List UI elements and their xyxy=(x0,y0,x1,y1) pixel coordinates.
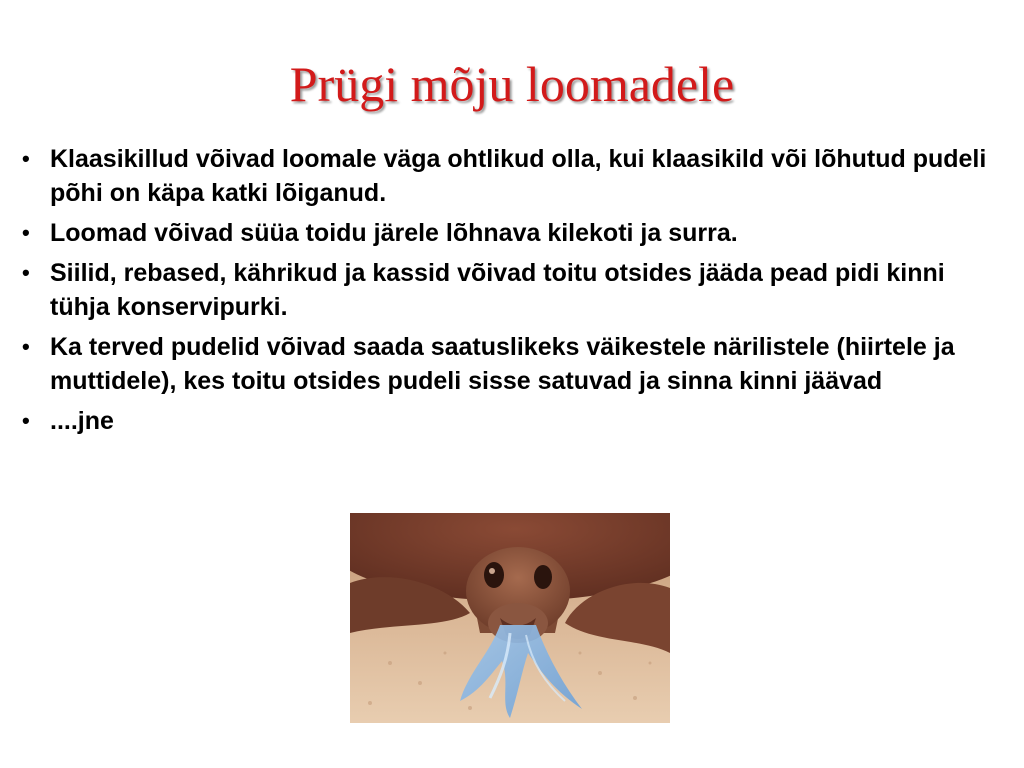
bullet-item xyxy=(22,216,1007,250)
bullet-text: Siilid, rebased, kährikud ja kassid võivad toitu otsides jääda pead pidi kinni tühja konservipurki. xyxy=(50,259,945,321)
bullet-item xyxy=(22,256,1007,324)
bullet-text: Klaasikillud võivad loomale väga ohtlikud olla, kui klaasikild või lõhutud pudeli põhi on käpa katki lõiganud. xyxy=(50,145,987,207)
bullet-dot-icon: • xyxy=(22,408,30,433)
bullet-dot-icon: • xyxy=(22,220,30,245)
bullet-item xyxy=(22,330,1007,398)
turtle-eating-plastic-bag-photo xyxy=(350,513,670,723)
bullet-dot-icon: • xyxy=(22,146,30,171)
bullet-text: ....jne xyxy=(50,407,114,435)
bullet-text: Loomad võivad süüa toidu järele lõhnava kilekoti ja surra. xyxy=(50,219,738,247)
bullet-dot-icon: • xyxy=(22,334,30,359)
bullet-dot-icon: • xyxy=(22,260,30,285)
bullet-text: Ka terved pudelid võivad saada saatuslikeks väikestele närilistele (hiirtele ja muttidele), kes toitu otsides pudeli sisse satuvad ja sinna kinni jäävad xyxy=(50,333,955,395)
bullet-list xyxy=(22,142,1007,444)
bullet-item xyxy=(22,404,1007,438)
bullet-item xyxy=(22,142,1007,210)
slide-title: Prügi mõju loomadele xyxy=(289,56,735,112)
